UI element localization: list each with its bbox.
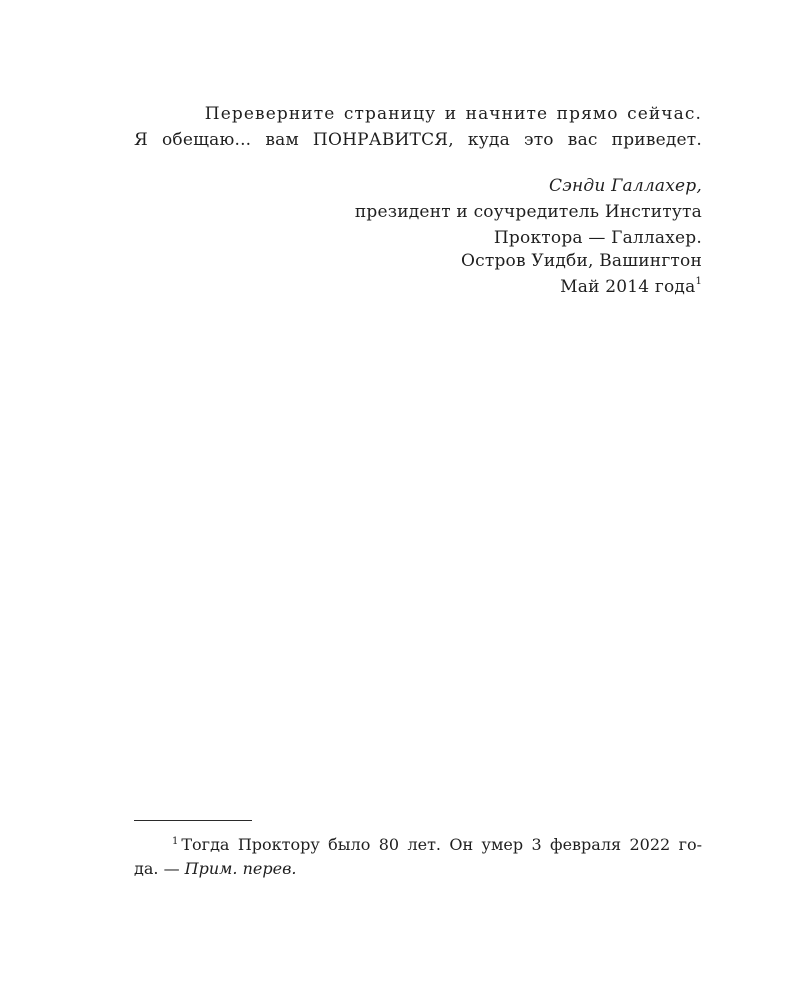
- place-date-block: [134, 248, 702, 300]
- footnote-reference[interactable]: 1: [695, 276, 702, 288]
- signature-block: [134, 173, 702, 251]
- footnote-number: 1: [172, 835, 179, 847]
- footnote-text-2: да. —: [134, 859, 185, 878]
- author-title-line-2: Проктора — Галлахер.: [493, 228, 702, 248]
- closing-line-1: Переверните страницу и начните прямо сейчас.: [204, 104, 702, 124]
- closing-paragraph: [134, 101, 702, 153]
- author-title-line-1: президент и соучредитель Института: [354, 202, 702, 222]
- date-text: Май 2014 года: [560, 277, 696, 297]
- closing-line-2: Я обещаю... вам ПОНРАВИТСЯ, куда это вас приведет.: [134, 130, 702, 150]
- date-line: [134, 274, 702, 300]
- author-name: Сэнди Галлахер,: [549, 176, 702, 196]
- footnote-line-1: [134, 833, 702, 857]
- place-line: Остров Уидби, Вашингтон: [461, 251, 702, 271]
- footnote-line-2: [134, 857, 702, 881]
- footnote-separator: [134, 820, 252, 821]
- footnote-text-1: Тогда Проктору было 80 лет. Он умер 3 февраля 2022 го-: [181, 835, 702, 854]
- translator-note: Прим. перев.: [184, 859, 297, 878]
- footnote: [134, 833, 702, 881]
